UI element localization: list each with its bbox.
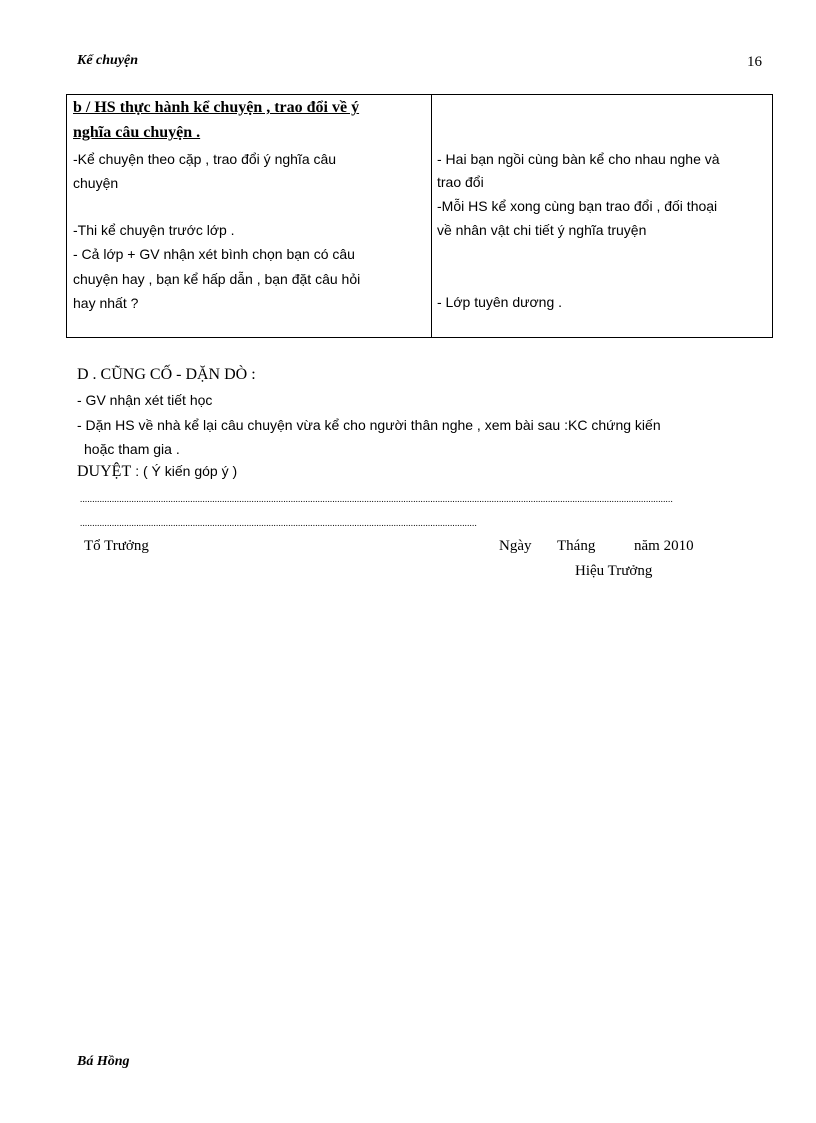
teacher-step-line: -Kể chuyện theo cặp , trao đổi ý nghĩa câu xyxy=(73,151,337,167)
approval-note: : ( Ý kiến góp ý ) xyxy=(135,463,238,479)
teacher-step-line: hay nhất ? xyxy=(73,295,139,311)
activity-heading-line-1: b / HS thực hành kể chuyện , trao đổi về ý xyxy=(73,99,360,116)
teacher-step-line: chuyện hay , bạn kể hấp dẫn , bạn đặt câu hỏi xyxy=(73,271,361,287)
dotted-line-1: .................................................................................................................................................................................................................................................. xyxy=(80,494,673,504)
consolidation-line: hoặc tham gia . xyxy=(84,441,180,457)
student-step-line: về nhân vật chi tiết ý nghĩa truyện xyxy=(437,222,647,238)
footer-author: Bá Hồng xyxy=(77,1054,130,1069)
table-column-divider xyxy=(431,95,432,337)
student-step-line: trao đổi xyxy=(437,174,484,190)
consolidation-heading: D . CŨNG CỐ - DẶN DÒ : xyxy=(77,366,256,383)
page-number: 16 xyxy=(747,54,762,70)
header-subject: Kể chuyện xyxy=(77,53,139,68)
activity-heading-line-2: nghĩa câu chuyện . xyxy=(73,124,201,141)
approval-row xyxy=(77,463,237,481)
activity-table xyxy=(66,94,773,338)
date-day: Ngày xyxy=(499,538,532,554)
consolidation-line: - Dặn HS về nhà kể lại câu chuyện vừa kể cho người thân nghe , xem bài sau :KC chứng kiến xyxy=(77,417,661,433)
date-month: Tháng xyxy=(557,538,596,554)
date-year: năm 2010 xyxy=(634,538,694,554)
student-step-line: -Mỗi HS kể xong cùng bạn trao đổi , đối thoại xyxy=(437,198,718,214)
signature-team-leader: Tổ Trưởng xyxy=(84,538,149,554)
signature-principal: Hiệu Trưởng xyxy=(575,563,653,579)
student-step-line: - Lớp tuyên dương . xyxy=(437,294,563,310)
teacher-step-line: -Thi kể chuyện trước lớp . xyxy=(73,222,235,238)
teacher-step-line: - Cả lớp + GV nhận xét bình chọn bạn có câu xyxy=(73,246,355,262)
student-step-line: - Hai bạn ngồi cùng bàn kể cho nhau nghe và xyxy=(437,151,720,167)
dotted-line-2: .................................................................................................................................................................. xyxy=(80,518,477,528)
consolidation-line: - GV nhận xét tiết học xyxy=(77,392,213,408)
approval-label: DUYỆT xyxy=(77,463,132,480)
teacher-step-line: chuyện xyxy=(73,175,119,191)
